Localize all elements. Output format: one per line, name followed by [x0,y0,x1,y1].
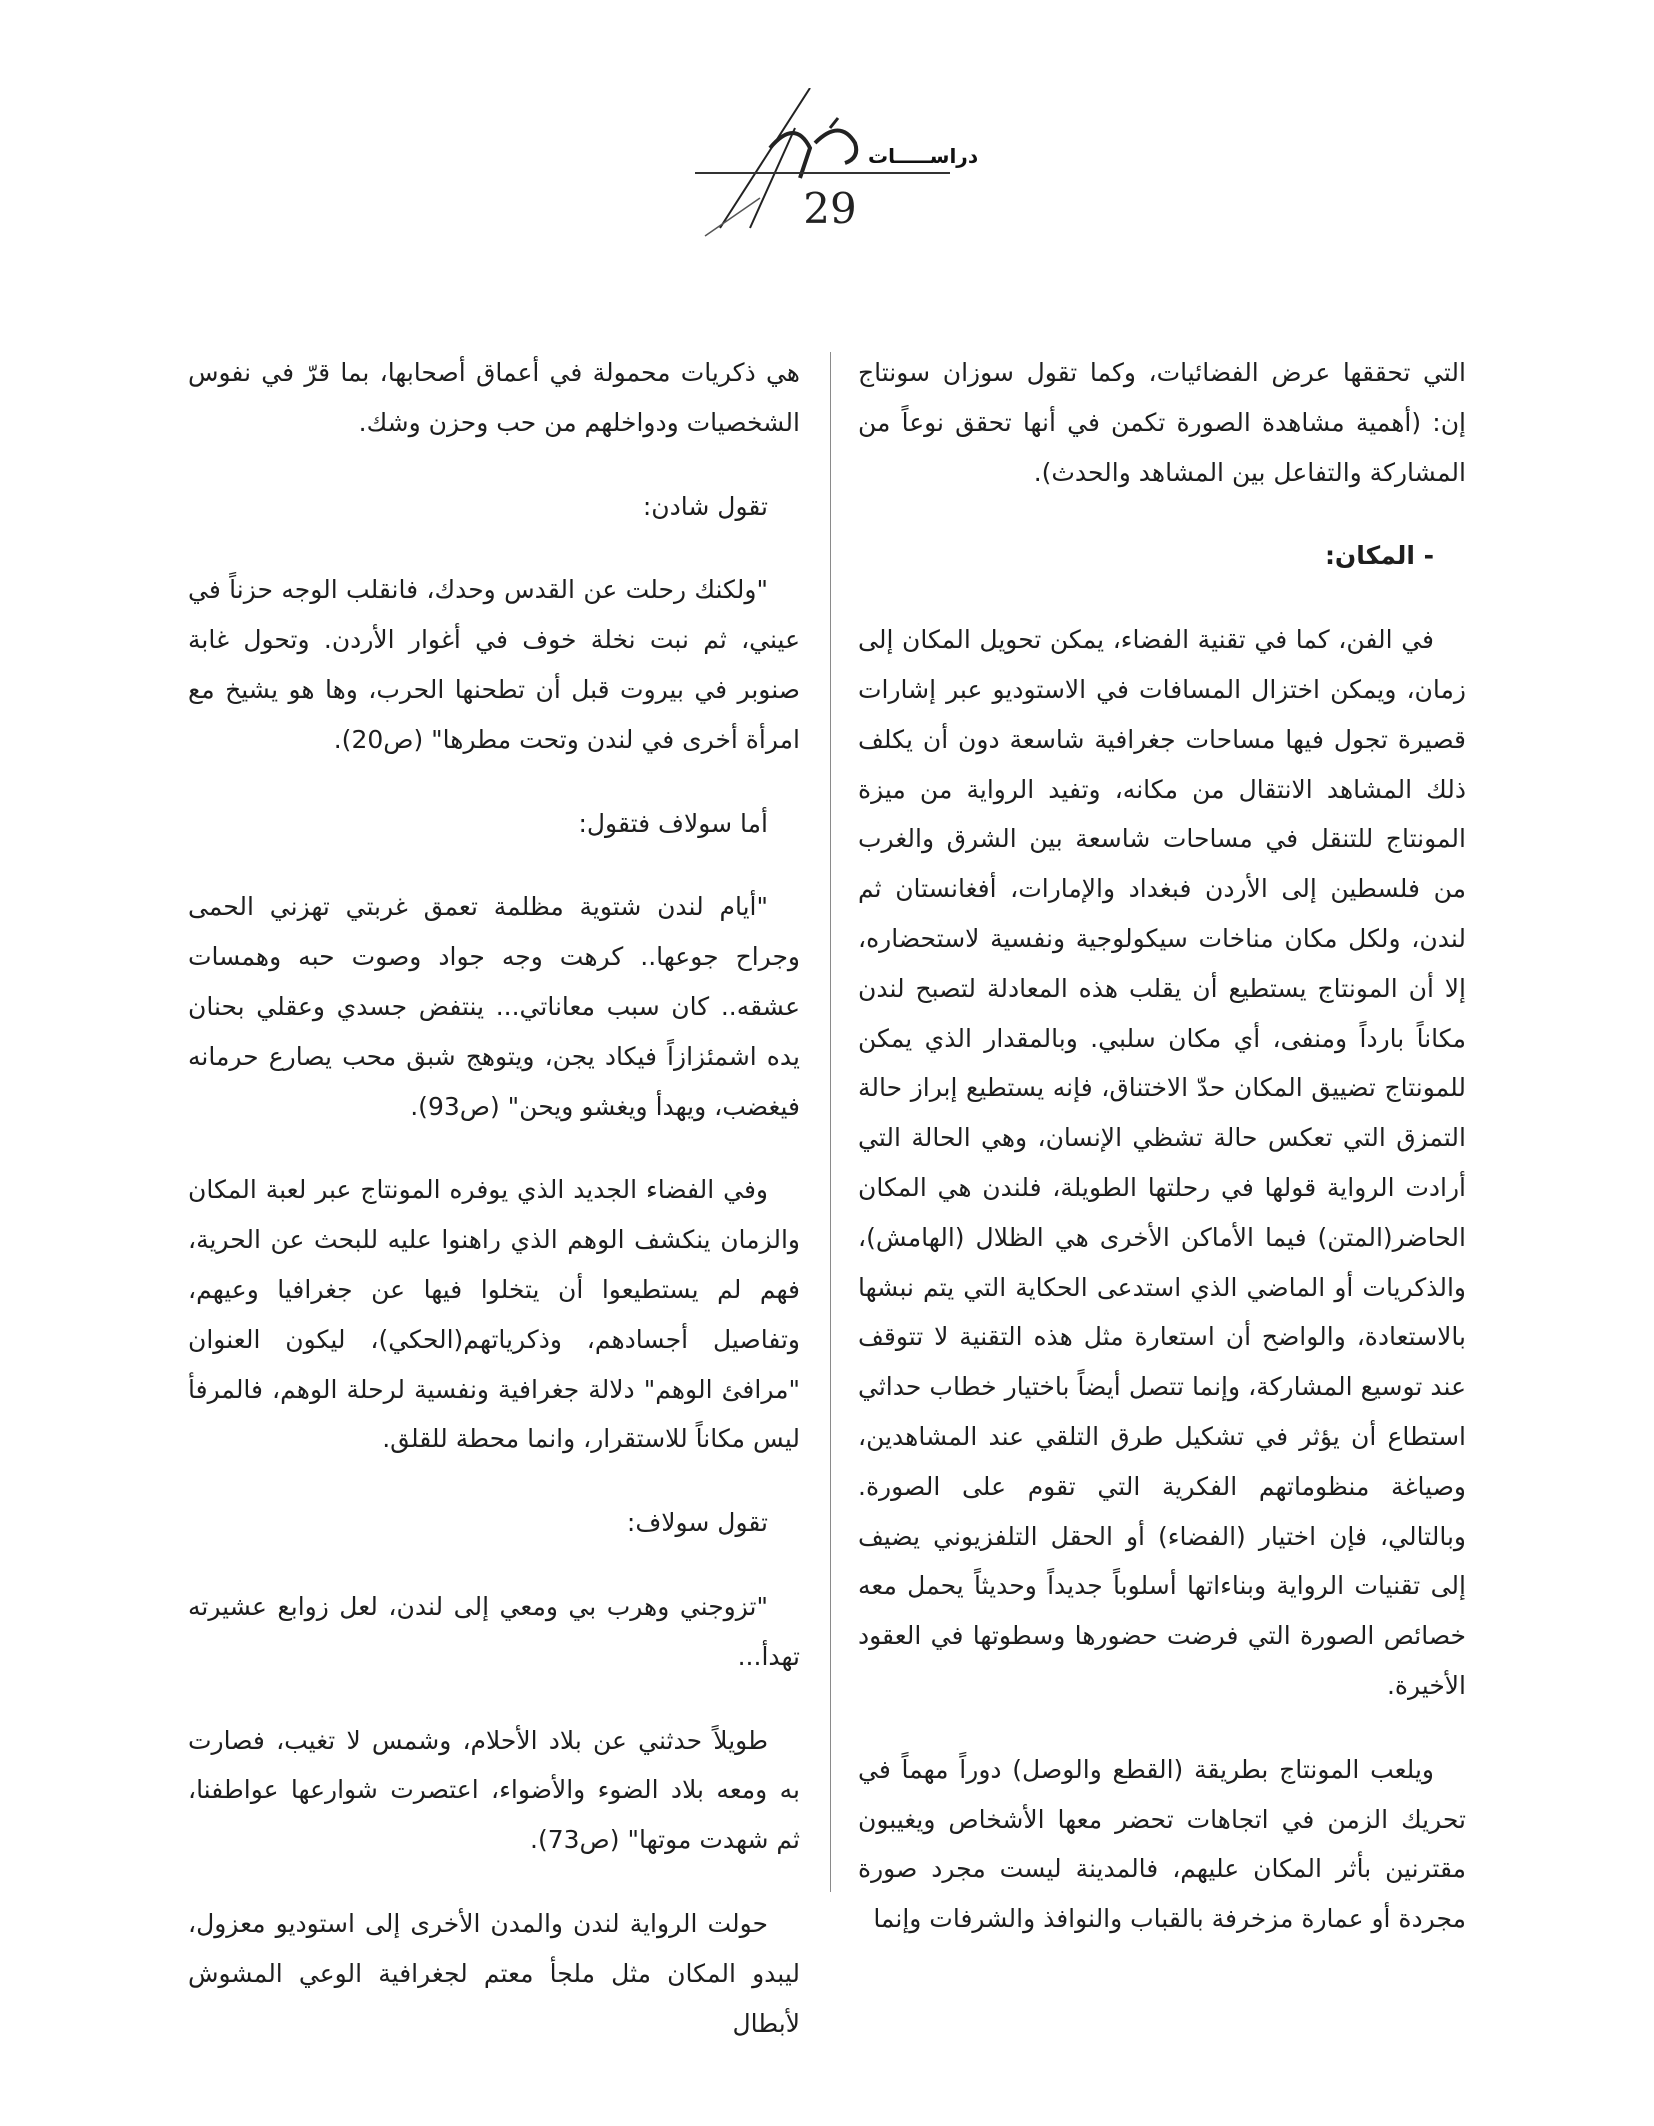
paragraph: في الفن، كما في تقنية الفضاء، يمكن تحويل المكان إلى زمان، ويمكن اختزال المسافات في الاستوديو عبر إشارات قصيرة تجول فيها مساحات جغرافية شاسعة دون أن يكلف ذلك المشاهد الانتقال من مكانه، وتفيد الرواية من ميزة المونتاج للتنقل في مساحات شاسعة بين الشرق والغرب من فلسطين إلى الأردن فبغداد والإمارات، أفغانستان ثم لندن، ولكل مكان مناخات سيكولوجية ونفسية لاستحضاره، إلا أن المونتاج يستطيع أن يقلب هذه المعادلة لتصبح لندن مكاناً بارداً ومنفى، أي مكان سلبي. وبالمقدار الذي يمكن للمونتاج تضييق المكان حدّ الاختناق، فإنه يستطيع إبراز حالة التمزق التي تعكس حالة تشظي الإنسان، وهي الحالة التي أرادت الرواية قولها في رحلتها الطويلة، فلندن هي المكان الحاضر(المتن) فيما الأماكن الأخرى هي الظلال (الهامش)، والذكريات أو الماضي الذي استدعى الحكاية التي يتم نبشها بالاستعادة، والواضح أن استعارة مثل هذه التقنية لا تتوقف عند توسيع المشاركة، وإنما تتصل أيضاً باختيار خطاب حداثي استطاع أن يؤثر في تشكيل طرق التلقي عند المشاهدين، وصياغة منظوماتهم الفكرية التي تقوم على الصورة. وبالتالي، فإن اختيار (الفضاء) أو الحقل التلفزيوني يضيف إلى تقنيات الرواية وبناءاتها أسلوباً جديداً وحديثاً يحمل معه خصائص الصورة التي فرضت حضورها وسطوتها في العقود الأخيرة. [858,625,1466,1700]
paragraph: حولت الرواية لندن والمدن الأخرى إلى استوديو معزول، ليبدو المكان مثل ملجأ معتم لجغرافية الوعي المشوش لأبطال [188,1908,800,2038]
quote-label: تقول شادن: [642,491,768,521]
quote-label: أما سولاف فتقول: [578,808,768,838]
quotation: طويلاً حدثني عن بلاد الأحلام، وشمس لا تغيب، فصارت به ومعه بلاد الضوء والأضواء، اعتصرت شوارعها عواطفنا، ثم شهدت موتها" (ص73). [188,1725,800,1855]
quotation: "أيام لندن شتوية مظلمة تعمق غربتي تهزني الحمى وجراح جوعها.. كرهت وجه جواد وصوت حبه وهمسات عشقه.. كان سبب معاناتي... ينتفض جسدي وعقلي بحنان يده اشمئزازاً فيكاد يجن، ويتوهج شبق محب يصارع حرمانه فيغضب، ويهدأ ويغشو ويحن" (ص93). [188,892,800,1121]
quote-label: تقول سولاف: [626,1508,768,1538]
section-heading: - المكان: [1324,541,1434,571]
quotation: "ولكنك رحلت عن القدس وحدك، فانقلب الوجه حزناً في عيني، ثم نبت نخلة خوف في أغوار الأردن. وتحول غابة صنوبر في بيروت قبل أن تطحنها الحرب، وها هو يشيخ مع امرأة أخرى في لندن وتحت مطرها" (ص20). [188,575,800,754]
section-label: دراســـــات [868,144,979,168]
paragraph: ويلعب المونتاج بطريقة (القطع والوصل) دوراً مهماً في تحريك الزمن في اتجاهات تحضر معها الأشخاص ويغيبون مقترنين بأثر المكان عليهم، فالمدينة ليست مجرد صورة مجردة أو عمارة مزخرفة بالقباب والنوافذ والشرفات وإنما [858,1754,1466,1934]
quotation: "تزوجني وهرب بي ومعي إلى لندن، لعل زوابع عشيرته تهدأ... [188,1591,800,1671]
page-number: 29 [803,184,857,233]
paragraph: هي ذكريات محمولة في أعماق أصحابها، بما قرّ في نفوس الشخصيات ودواخلهم من حب وحزن وشك. [188,358,800,437]
right-column [858,348,1466,1978]
paragraph: وفي الفضاء الجديد الذي يوفره المونتاج عبر لعبة المكان والزمان ينكشف الوهم الذي راهنوا عليه للبحث عن الحرية، فهم لم يستطيعوا أن يتخلوا فيها عن جغرافيا وعيهم، وتفاصيل أجسادهم، وذكرياتهم(الحكي)، ليكون العنوان "مرافئ الوهم" دلالة جغرافية ونفسية لرحلة الوهم، فالمرفأ ليس مكاناً للاستقرار، وانما محطة للقلق. [188,1175,800,1454]
left-column [188,348,800,2082]
page-header [0,0,1654,260]
paragraph: التي تحققها عرض الفضائيات، وكما تقول سوزان سونتاج إن: (أهمية مشاهدة الصورة تكمن في أنها تحقق نوعاً من المشاركة والتفاعل بين المشاهد والحدث). [858,358,1466,487]
header-divider [695,172,950,174]
column-divider [830,352,831,1892]
